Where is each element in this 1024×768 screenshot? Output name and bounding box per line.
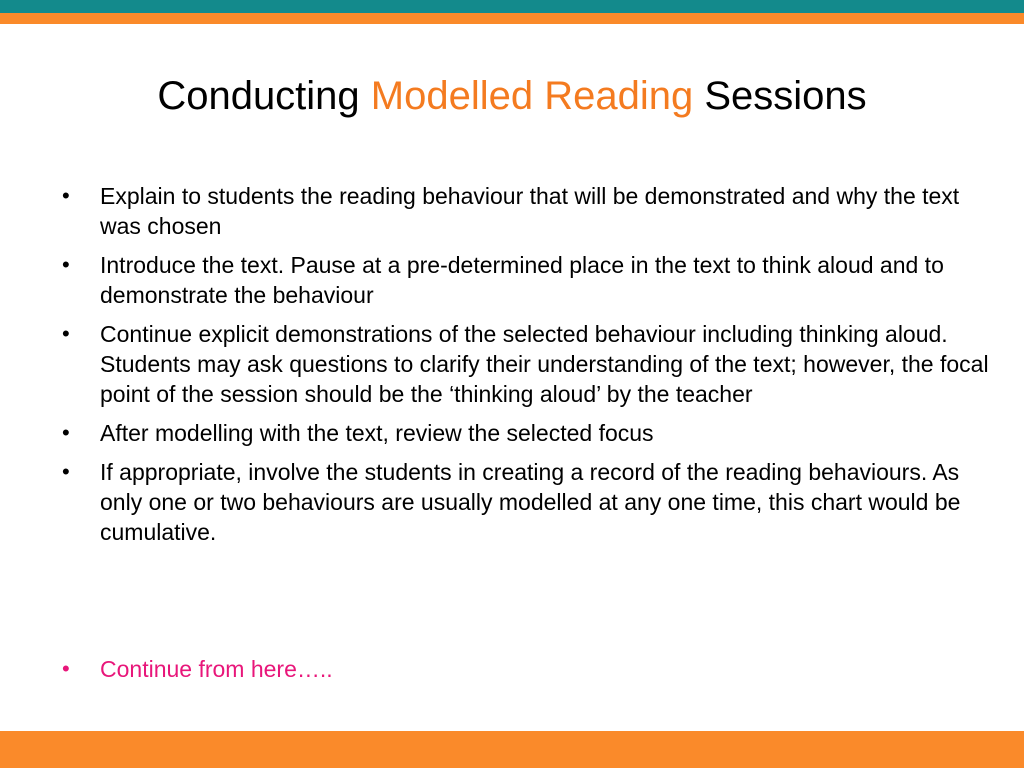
- bullet-glyph: •: [62, 420, 70, 445]
- bullet-item: [62, 250, 997, 310]
- bottom-orange-bar: [0, 731, 1024, 768]
- bullet-glyph: •: [62, 321, 70, 346]
- bullet-text: Explain to students the reading behaviour that will be demonstrated and why the text was chosen: [100, 183, 960, 239]
- bullet-glyph: •: [62, 252, 70, 277]
- bullet-text: Introduce the text. Pause at a pre-determined place in the text to think aloud and to demonstrate the behaviour: [100, 252, 944, 308]
- bullet-glyph: •: [62, 183, 70, 208]
- continue-note: [62, 654, 962, 684]
- bullet-glyph: •: [62, 459, 70, 484]
- bullet-item: [62, 418, 997, 448]
- bullet-text: After modelling with the text, review the selected focus: [100, 420, 654, 446]
- bullet-item: [62, 181, 997, 241]
- bullet-glyph: •: [62, 656, 70, 681]
- top-orange-bar: [0, 13, 1024, 24]
- bullet-list: [62, 181, 997, 556]
- bullet-item: [62, 319, 997, 409]
- slide-title: [0, 70, 1024, 122]
- bullet-text: Continue explicit demonstrations of the selected behaviour including thinking aloud. Students may ask questions to clarify their understanding of the text; however, the focal point of the session should be the ‘thinking aloud’ by the teacher: [100, 321, 989, 407]
- top-teal-bar: [0, 0, 1024, 13]
- bullet-item: [62, 457, 997, 547]
- title-part-2: Sessions: [693, 74, 867, 118]
- title-part-1: Conducting: [157, 74, 371, 118]
- continue-note-text: Continue from here…..: [100, 656, 333, 682]
- title-highlight: Modelled Reading: [370, 74, 694, 118]
- bullet-text: If appropriate, involve the students in creating a record of the reading behaviours. As only one or two behaviours are usually modelled at any one time, this chart would be cumulative.: [100, 459, 961, 545]
